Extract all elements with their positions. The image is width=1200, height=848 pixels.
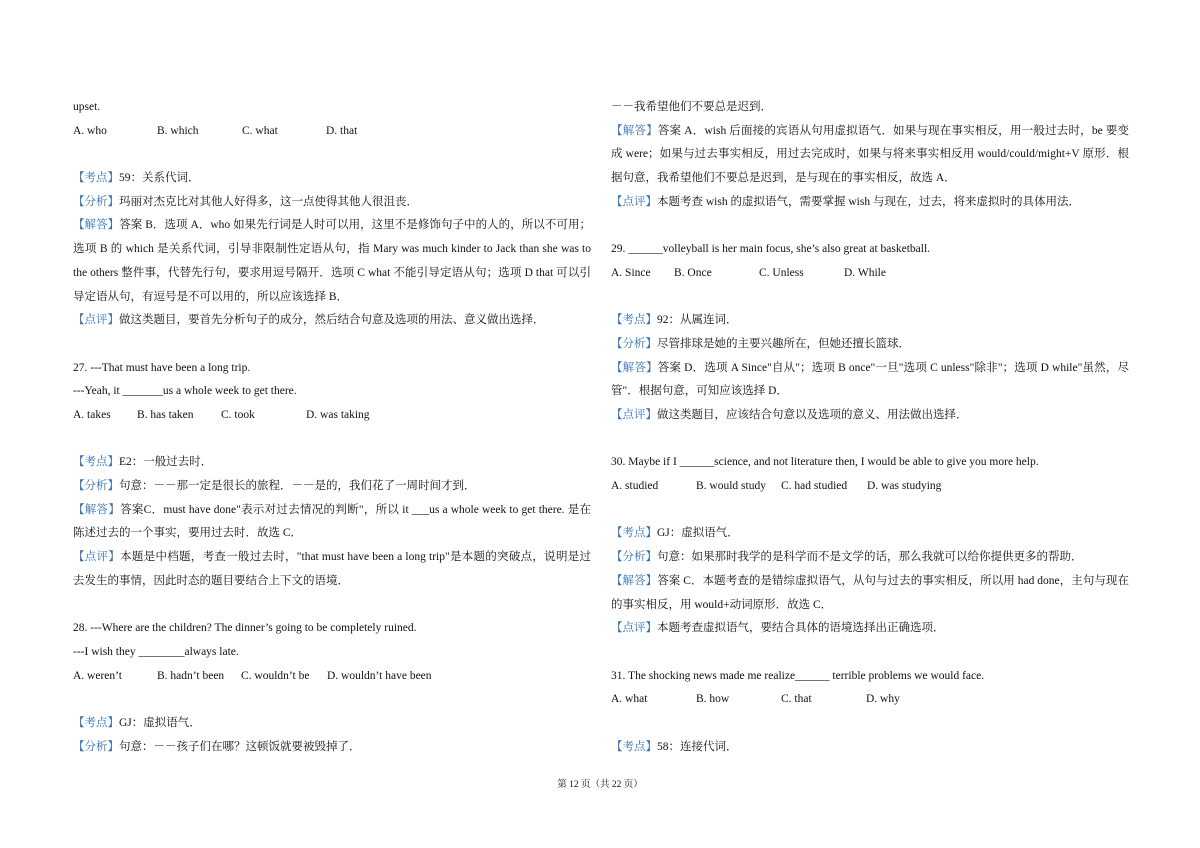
jieda-text: 答案C．must have done"表示对过去情况的判断"，所以 it ___us a whole week to get there. 是在陈述过去的一个事实，要用过去时．故选 C．: [73, 503, 591, 540]
kaodian-tag: 【考点】: [611, 740, 657, 753]
option-a: A. what: [611, 693, 648, 706]
jieda-tag: 【解答】: [73, 219, 120, 232]
q27-fenxi: [73, 475, 591, 499]
kaodian-tag: 【考点】: [73, 456, 119, 469]
fenxi-text: 句意：－－那一定是很长的旅程．－－是的，我们花了一周时间才到．: [119, 480, 476, 493]
q28-options: [73, 665, 591, 689]
fenxi-tag: 【分析】: [73, 740, 119, 753]
fenxi-text: 句意：－－孩子们在哪？这顿饭就要被毁掉了．: [119, 740, 361, 753]
q29-dianping: [611, 404, 1129, 428]
option-c: C. what: [242, 124, 278, 137]
q28-jieda: [611, 120, 1129, 191]
q31-kaodian: [611, 736, 1129, 760]
q30-jieda: [611, 570, 1129, 617]
option-d: D. wouldn’t have been: [327, 669, 432, 682]
kaodian-text: GJ：虚拟语气．: [657, 527, 739, 540]
dianping-text: 本题是中档题，考查一般过去时，"that must have been a long trip"是本题的突破点，说明是过去发生的事情，因此时态的题目要结合上下文的语境．: [73, 551, 592, 587]
q26-options: [73, 120, 591, 144]
q26-tail: upset.: [73, 101, 101, 113]
q29-options: [611, 262, 1129, 286]
jieda-text: 答案 D．选项 A Since"自从"；选项 B once"一旦"选项 C unless"除非"；选项 D while"虽然，尽管"．根据句意，可知应该选择 D．: [611, 361, 1129, 398]
left-column: [73, 96, 591, 759]
q26-kaodian: [73, 167, 591, 191]
dianping-tag: 【点评】: [73, 314, 119, 327]
q28-continued: －－我希望他们不要总是迟到．: [611, 101, 772, 113]
option-d: D. that: [326, 124, 358, 137]
kaodian-text: 92：从属连词．: [657, 314, 738, 327]
option-b: B. hadn’t been: [157, 669, 225, 682]
fenxi-tag: 【分析】: [73, 195, 119, 208]
jieda-text: 答案 B．选项 A．who 如果先行词是人时可以用，这里不是修饰句子中的人的，所以不可用；选项 B 的 which 是关系代词，引导非限制性定语从句，指 Mary was much kinder to Jack than she was to the others 整件事，代替先行句，要求用逗号隔开．选项 C what 不能引导定语从句；选项 D that 可以引导定语从句，有逗号是不可以用的，所以应该选择 B．: [73, 219, 591, 303]
q29-kaodian: [611, 309, 1129, 333]
kaodian-tag: 【考点】: [611, 314, 657, 327]
q29-fenxi: [611, 333, 1129, 357]
jieda-tag: 【解答】: [611, 124, 658, 137]
option-b: B. would study: [696, 480, 766, 493]
option-d: D. was studying: [867, 480, 942, 493]
kaodian-tag: 【考点】: [73, 717, 119, 729]
dianping-text: 本题考查虚拟语气，要结合具体的语境选择出正确选项．: [657, 622, 945, 635]
option-c: C. had studied: [781, 480, 848, 493]
q29-question: 29. ______volleyball is her main focus, she’s also great at basketball.: [611, 243, 931, 256]
fenxi-text: 尽管排球是她的主要兴趣所在，但她还擅长篮球．: [657, 337, 910, 350]
fenxi-text: 句意：如果那时我学的是科学而不是文学的话，那么我就可以给你提供更多的帮助．: [657, 551, 1083, 564]
jieda-tag: 【解答】: [611, 574, 658, 587]
fenxi-text: 玛丽对杰克比对其他人好得多，这一点使得其他人很沮丧．: [119, 195, 418, 208]
q28-question: 28. ---Where are the children? The dinner’s going to be completely ruined.: [73, 622, 417, 635]
dianping-text: 做这类题目，要首先分析句子的成分，然后结合句意及选项的用法、意义做出选择．: [119, 314, 545, 327]
jieda-tag: 【解答】: [73, 503, 121, 516]
fenxi-tag: 【分析】: [73, 480, 119, 493]
q31-question: 31. The shocking news made me realize______ terrible problems we would face.: [611, 669, 985, 682]
q27-kaodian: [73, 451, 591, 475]
q30-fenxi: [611, 546, 1129, 570]
dianping-text: 本题考查 wish 的虚拟语气，需要掌握 wish 与现在，过去，将来虚拟时的具体用法．: [657, 195, 1080, 208]
option-c: C. wouldn’t be: [241, 669, 310, 682]
option-c: C. Unless: [759, 266, 804, 279]
q27-question: 27. ---That must have been a long trip.: [73, 361, 251, 374]
option-a: A. who: [73, 124, 107, 137]
option-a: A. weren’t: [73, 669, 122, 682]
option-b: B. which: [157, 124, 199, 137]
option-d: D. While: [844, 266, 886, 279]
q27-jieda: [73, 499, 591, 546]
dianping-tag: 【点评】: [73, 551, 121, 564]
option-b: B. has taken: [137, 409, 194, 421]
kaodian-tag: 【考点】: [611, 527, 657, 540]
q30-dianping: [611, 617, 1129, 641]
q26-dianping: [73, 309, 591, 333]
q27-question-line2: ---Yeah, it _______us a whole week to get there.: [73, 385, 297, 398]
fenxi-tag: 【分析】: [611, 337, 657, 350]
q29-jieda: [611, 357, 1129, 404]
dianping-text: 做这类题目，应该结合句意以及选项的意义、用法做出选择．: [657, 409, 968, 422]
option-a: A. Since: [611, 266, 651, 279]
option-c: C. that: [781, 693, 812, 706]
jieda-text: 答案 A．wish 后面接的宾语从句用虚拟语气．如果与现在事实相反，用一般过去时，be 要变成 were；如果与过去事实相反，用过去完成时，如果与将来事实相反用 would/could/might+V 原形．根据句意，我希望他们不要总是迟到，是与现在的事实相反，故选 A．: [611, 124, 1129, 185]
right-column: [611, 96, 1129, 759]
option-a: A. takes: [73, 409, 111, 421]
q27-dianping: [73, 546, 591, 593]
q27-options: [73, 404, 591, 428]
option-d: D. was taking: [306, 409, 370, 421]
fenxi-tag: 【分析】: [611, 551, 657, 564]
kaodian-tag: 【考点】: [73, 172, 119, 185]
option-a: A. studied: [611, 480, 659, 493]
kaodian-text: GJ：虚拟语气．: [119, 717, 201, 729]
q30-kaodian: [611, 522, 1129, 546]
jieda-tag: 【解答】: [611, 361, 658, 374]
dianping-tag: 【点评】: [611, 622, 657, 635]
q28-fenxi: [73, 736, 591, 760]
kaodian-text: 58：连接代词．: [657, 740, 738, 753]
option-c: C. took: [221, 409, 255, 421]
option-b: B. Once: [674, 266, 712, 279]
q28-question-line2: ---I wish they ________always late.: [73, 645, 239, 658]
kaodian-text: 59：关系代词．: [119, 172, 200, 185]
q28-dianping: [611, 191, 1129, 215]
q30-options: [611, 475, 1129, 499]
q28-kaodian: [73, 712, 591, 736]
q31-options: [611, 688, 1129, 712]
option-b: B. how: [696, 693, 730, 706]
kaodian-text: E2：一般过去时．: [119, 456, 213, 469]
dianping-tag: 【点评】: [611, 195, 657, 208]
q26-fenxi: [73, 191, 591, 215]
option-d: D. why: [866, 693, 900, 706]
dianping-tag: 【点评】: [611, 409, 657, 422]
jieda-text: 答案 C．本题考查的是错综虚拟语气，从句与过去的事实相反，所以用 had done，主句与现在的事实相反，用 would+动词原形．故选 C．: [611, 574, 1129, 611]
q26-jieda: [73, 214, 591, 309]
page-footer: 第 12 页（共 22 页）: [557, 780, 643, 790]
q30-question: 30. Maybe if I ______science, and not literature then, I would be able to give you more help.: [611, 456, 1039, 469]
